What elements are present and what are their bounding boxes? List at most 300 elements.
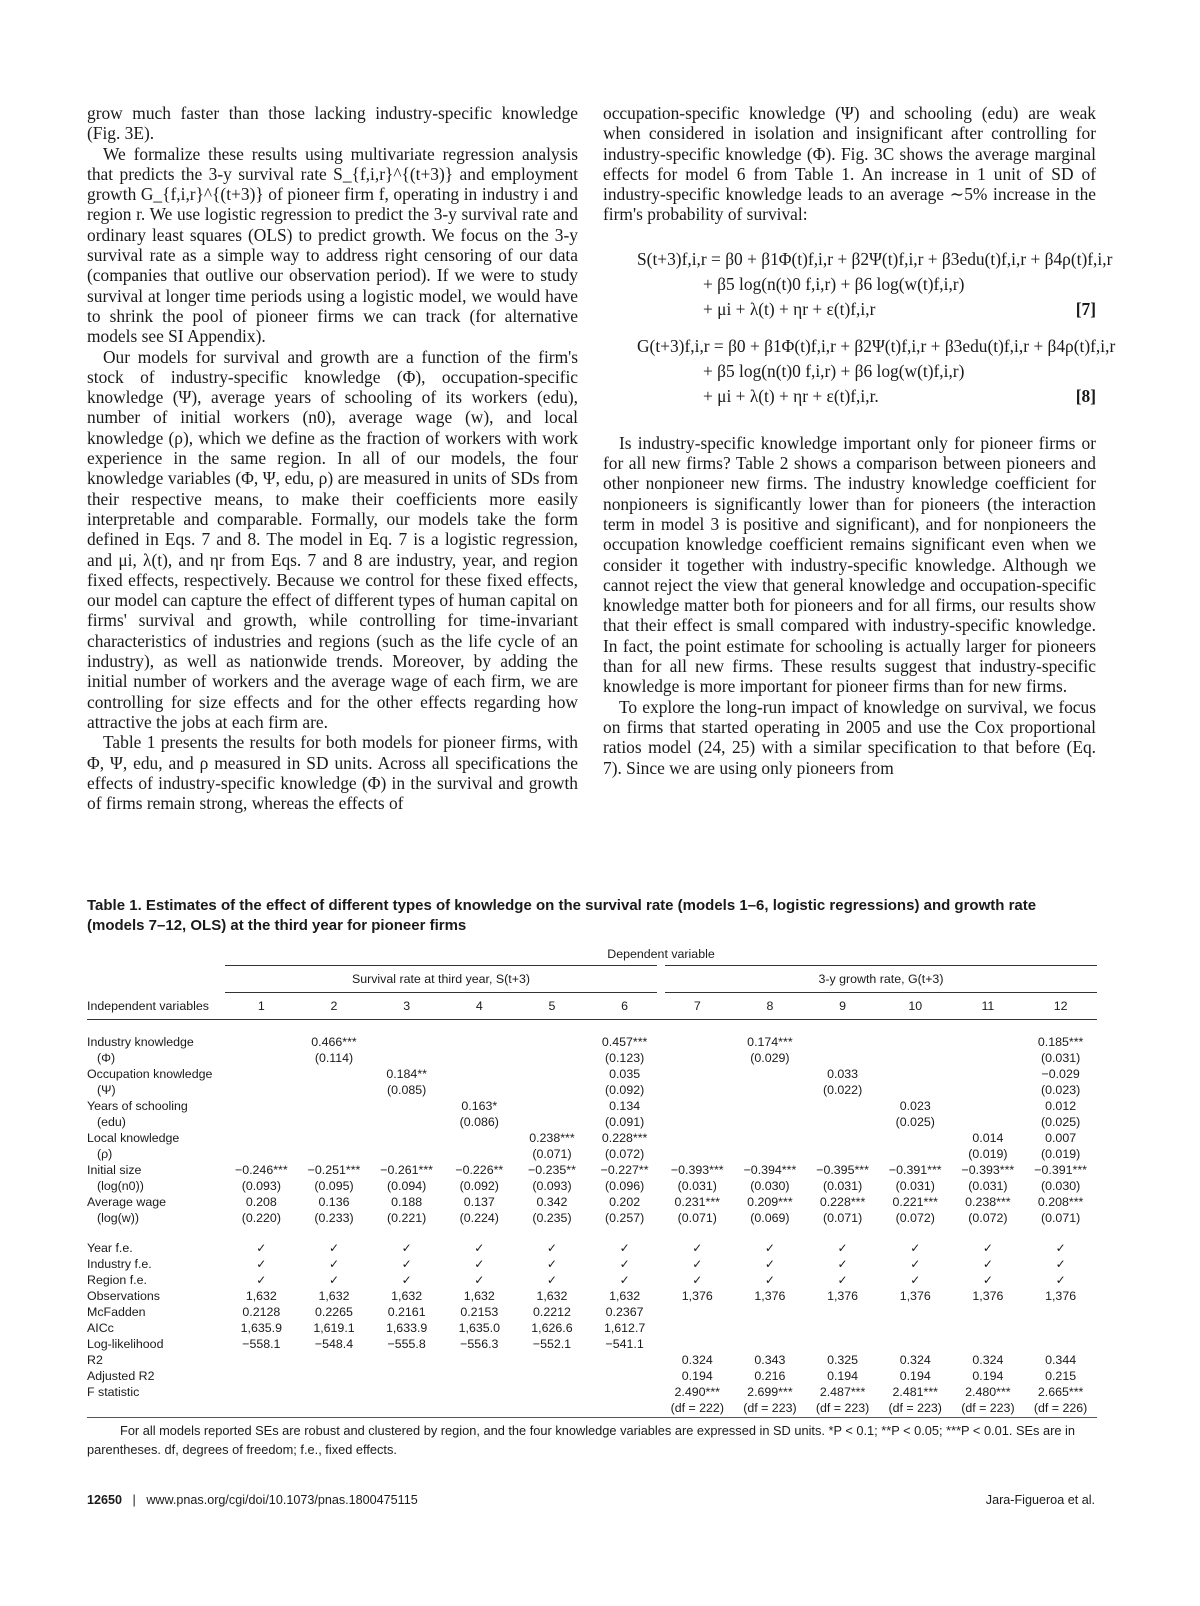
table-cell: 0.023 — [899, 1099, 931, 1113]
table-cell — [516, 1098, 589, 1114]
checkmark-icon: ✓ — [764, 1241, 775, 1255]
table-cell: (0.086) — [459, 1115, 499, 1129]
table-cell — [588, 1368, 661, 1384]
table-cell — [443, 1034, 516, 1050]
table-cell — [806, 1098, 879, 1114]
table-row — [87, 1336, 1097, 1352]
table-cell: 0.228*** — [601, 1131, 648, 1145]
table-cell: (0.092) — [459, 1179, 499, 1193]
checkmark-icon: ✓ — [692, 1241, 703, 1255]
table-cell: (0.094) — [387, 1179, 427, 1193]
table-cell: (0.114) — [314, 1051, 354, 1065]
row-label: (Ψ) — [97, 1083, 116, 1097]
table-cell: 0.033 — [827, 1067, 859, 1081]
table-cell: 0.194 — [827, 1369, 859, 1383]
table-cell — [225, 1114, 298, 1130]
checkmark-icon: ✓ — [619, 1241, 630, 1255]
table-cell: (0.092) — [604, 1083, 645, 1097]
table-cell — [225, 1400, 298, 1416]
table-row — [87, 1194, 1097, 1210]
table-cell — [879, 1320, 952, 1336]
table-cell — [298, 1066, 371, 1082]
table-cell: (0.071) — [677, 1211, 717, 1225]
table-cell: (df = 226) — [1033, 1401, 1088, 1415]
table-row — [87, 1304, 1097, 1320]
table-cell — [588, 1400, 661, 1416]
table-row — [87, 1098, 1097, 1114]
row-label: Observations — [87, 1289, 161, 1303]
table-row — [87, 1256, 1097, 1272]
table-cell: 0.324 — [972, 1353, 1004, 1367]
table-cell: (0.224) — [459, 1211, 499, 1225]
table-cell — [443, 1400, 516, 1416]
table-cell — [806, 1130, 879, 1146]
page-footer-left — [87, 1493, 418, 1507]
paragraph-text: We formalize these results using multivariate regression analysis that predicts the 3-y survival rate S_{f,i,r}^{(t+3)} and employment growth G_{f,i,r}^{(t+3)} of pioneer firm f, operating in industry i and region r. We use logistic regression to predict the 3-y survival rate and ordinary least squares (OLS) to predict growth. We focus on the 3-y survival rate as a simple way to address right censoring of our data (companies that outlive our observation period). If we were to study survival at longer time periods using a logistic model, we would have to shrink the pool of pioneer firms we can track (for alternative models see SI Appendix). — [87, 143, 583, 347]
table-cell — [734, 1336, 807, 1352]
row-label: (log(w)) — [97, 1211, 139, 1225]
table-cell: 1,635.9 — [240, 1321, 282, 1335]
checkmark-icon: ✓ — [474, 1241, 485, 1255]
table-cell — [806, 1050, 879, 1066]
table-cell — [298, 1130, 371, 1146]
table-cell — [516, 1352, 589, 1368]
table-cell — [588, 1384, 661, 1400]
survival-group-header: Survival rate at third year, S(t+3) — [225, 966, 661, 993]
table-cell — [443, 1352, 516, 1368]
table-cell: (0.031) — [822, 1179, 863, 1193]
table-cell: (0.220) — [241, 1211, 281, 1225]
table-cell — [370, 1098, 443, 1114]
paragraph — [603, 432, 1101, 697]
table-cell — [225, 1368, 298, 1384]
table-cell: 1,632 — [245, 1289, 277, 1303]
table-cell — [661, 1320, 734, 1336]
table-cell — [952, 1336, 1025, 1352]
table-cell: 0.202 — [609, 1195, 641, 1209]
table-cell — [370, 1114, 443, 1130]
table-cell: 1,376 — [899, 1289, 931, 1303]
model-number-header: 7 — [661, 993, 734, 1020]
table-cell — [516, 1368, 589, 1384]
right-column — [603, 103, 1116, 778]
paragraph — [87, 143, 583, 347]
row-label: AICc — [87, 1321, 114, 1335]
checkmark-icon: ✓ — [619, 1273, 630, 1287]
table-cell: (0.096) — [604, 1179, 645, 1193]
table-cell — [952, 1098, 1025, 1114]
table-cell — [806, 1114, 879, 1130]
table-cell: (0.221) — [387, 1211, 427, 1225]
table-cell: (0.085) — [387, 1083, 427, 1097]
row-label: Industry knowledge — [87, 1035, 194, 1049]
table-cell — [370, 1400, 443, 1416]
paragraph-text: To explore the long-run impact of knowledge on survival, we focus on firms that started operating in 2005 and use the Cox proportional ratios model (24, 25) with a similar specification to that before (Eq. 7). Since we are using only pioneers from — [603, 696, 1101, 778]
page-number: 12650 — [87, 1493, 123, 1507]
checkmark-icon: ✓ — [982, 1257, 993, 1271]
table-cell: (0.071) — [532, 1147, 572, 1161]
table-cell — [952, 1034, 1025, 1050]
table-row — [87, 1210, 1097, 1226]
table-cell — [879, 1304, 952, 1320]
table-cell: 2.487*** — [819, 1385, 866, 1399]
checkmark-icon: ✓ — [692, 1257, 703, 1271]
table-cell: (0.019) — [1040, 1147, 1081, 1161]
paragraph-text: Is industry-specific knowledge important only for pioneer firms or for all new firms? Table 2 shows a comparison between pioneers and other nonpioneer new firms. The industry knowledge coefficient for nonpioneers is significantly lower than for pioneers (the interaction term in model 3 is positive and significant), and for nonpioneers the occupation knowledge coefficient remains significant even when we consider it together with industry-specific knowledge. Although we cannot reject the view that general knowledge and occupation-specific knowledge matter both for pioneers and for all firms, our results show that their effect is small compared with industry-specific knowledge. In fact, the point estimate for schooling is actually larger for pioneers than for all new firms. These results suggest that industry-specific knowledge is more important for pioneer firms than for new firms. — [603, 432, 1101, 697]
row-label: Local knowledge — [87, 1131, 180, 1145]
table-cell: −0.226** — [455, 1163, 504, 1177]
equation-line: + β5 log(n(t)0 f,i,r) + β6 log(w(t)f,i,r) — [703, 360, 965, 381]
table-cell: 0.215 — [1045, 1369, 1077, 1383]
table-cell — [1024, 1336, 1097, 1352]
table-cell — [661, 1050, 734, 1066]
table-cell: −0.393*** — [961, 1163, 1015, 1177]
independent-variables-header: Independent variables — [87, 993, 225, 1020]
table-cell: 0.208 — [245, 1195, 277, 1209]
table-cell: (0.030) — [1040, 1179, 1081, 1193]
table-cell — [1024, 1320, 1097, 1336]
doi-link[interactable]: www.pnas.org/cgi/doi/10.1073/pnas.1800475115 — [146, 1493, 418, 1507]
paragraph — [87, 103, 583, 144]
table-cell — [370, 1384, 443, 1400]
table-cell: 0.238*** — [529, 1131, 575, 1145]
checkmark-icon: ✓ — [910, 1257, 921, 1271]
table-cell: 0.343 — [754, 1353, 786, 1367]
checkmark-icon: ✓ — [401, 1241, 412, 1255]
table-cell: 0.163* — [461, 1099, 498, 1113]
table-cell: (df = 222) — [670, 1401, 724, 1415]
checkmark-icon: ✓ — [328, 1241, 340, 1255]
table-cell: (0.071) — [1040, 1211, 1081, 1225]
table-cell: −0.261*** — [380, 1163, 433, 1177]
table-cell — [806, 1336, 879, 1352]
table-cell: −0.391*** — [1034, 1163, 1087, 1177]
checkmark-icon: ✓ — [1055, 1273, 1066, 1287]
paragraph — [87, 346, 583, 733]
row-label: Average wage — [87, 1195, 166, 1209]
model-number-header: 12 — [1024, 993, 1097, 1020]
table-row — [87, 1320, 1097, 1336]
table-cell — [443, 1130, 516, 1146]
paragraph — [603, 696, 1101, 778]
table-cell: 0.344 — [1045, 1353, 1077, 1367]
table-cell — [443, 1368, 516, 1384]
table-cell: 1,376 — [827, 1289, 859, 1303]
table-cell: (df = 223) — [888, 1401, 942, 1415]
table-cell: (0.257) — [604, 1211, 645, 1225]
table-cell: 0.2128 — [242, 1305, 281, 1319]
table-row — [87, 1368, 1097, 1384]
table-cell: (0.031) — [677, 1179, 717, 1193]
table-cell: 1,635.0 — [458, 1321, 500, 1335]
paragraph-text: Our models for survival and growth are a function of the firm's stock of industry-specific knowledge (Φ), occupation-specific knowledge (Ψ), average years of schooling of its workers (edu), number of initial workers (n0), average wage (w), and local knowledge (ρ), which we define as the fraction of workers with work experience in the same region. In all of our models, the four knowledge variables (Φ, Ψ, edu, ρ) are measured in units of SDs from their respective means, to make their coefficients more easily interpretable and comparable. Formally, our models take the form defined in Eqs. 7 and 8. The model in Eq. 7 is a logistic regression, and μi, λ(t), and ηr from Eqs. 7 and 8 are industry, year, and region fixed effects, respectively. Because we control for these fixed effects, our model can capture the effect of different types of human capital on firms' survival and growth, while controlling for time-invariant characteristics of industries and regions (such as the life cycle of an industry), as well as nationwide trends. Moreover, by adding the initial number of workers and the average wage of each firm, we are controlling for size effects and for the other effects regarding how attractive the jobs at each firm are. — [87, 346, 583, 732]
table-cell: 0.2161 — [387, 1305, 426, 1319]
table-cell: (0.235) — [532, 1211, 572, 1225]
table-cell: 2.480*** — [965, 1385, 1011, 1399]
table-cell: −555.8 — [387, 1337, 426, 1351]
table-cell: (0.095) — [314, 1179, 354, 1193]
equation-number: [7] — [1075, 298, 1096, 319]
table-cell — [806, 1146, 879, 1162]
table-cell — [661, 1034, 734, 1050]
table-cell: −548.4 — [314, 1337, 354, 1351]
table-cell — [661, 1114, 734, 1130]
table-cell — [734, 1114, 807, 1130]
table-cell: 2.665*** — [1037, 1385, 1084, 1399]
table-cell: 1,632 — [609, 1289, 641, 1303]
table-cell — [516, 1066, 589, 1082]
table-1 — [87, 943, 1097, 1416]
checkmark-icon: ✓ — [692, 1273, 703, 1287]
table-cell: 0.209*** — [747, 1195, 793, 1209]
table-cell: 1,612.7 — [603, 1321, 646, 1335]
table-cell — [370, 1352, 443, 1368]
table-cell: 0.2367 — [605, 1305, 644, 1319]
table-cell: 0.185*** — [1037, 1035, 1084, 1049]
table-cell: 0.194 — [972, 1369, 1004, 1383]
table-cell — [734, 1082, 807, 1098]
model-number-header: 5 — [516, 993, 589, 1020]
checkmark-icon: ✓ — [837, 1241, 848, 1255]
row-label: R2 — [87, 1353, 103, 1367]
table-cell — [661, 1066, 734, 1082]
table-row — [87, 1272, 1097, 1288]
table-row — [87, 1066, 1097, 1082]
table-cell — [879, 1146, 952, 1162]
table-cell — [225, 1352, 298, 1368]
table-cell — [661, 1304, 734, 1320]
table-cell — [298, 1400, 371, 1416]
row-label: F statistic — [87, 1385, 140, 1399]
table-cell — [225, 1130, 298, 1146]
checkmark-icon: ✓ — [256, 1257, 267, 1271]
table-cell — [952, 1320, 1025, 1336]
table-cell: 1,632 — [536, 1289, 568, 1303]
paragraph-text: grow much faster than those lacking industry-specific knowledge (Fig. 3E). — [87, 103, 583, 144]
table-cell — [516, 1050, 589, 1066]
model-number-header: 6 — [588, 993, 661, 1020]
table-cell — [443, 1384, 516, 1400]
table-cell: 1,632 — [463, 1289, 495, 1303]
equation-line: G(t+3)f,i,r = β0 + β1Φ(t)f,i,r + β2Ψ(t)f,i,r + β3edu(t)f,i,r + β4ρ(t)f,i,r — [637, 335, 1116, 356]
table-cell — [734, 1304, 807, 1320]
table-cell: −0.395*** — [816, 1163, 869, 1177]
table-cell: −541.1 — [605, 1337, 644, 1351]
table-cell: −0.246*** — [234, 1163, 288, 1177]
checkmark-icon: ✓ — [401, 1257, 412, 1271]
table-cell: 0.012 — [1045, 1099, 1077, 1113]
row-label: (log(n0)) — [97, 1179, 144, 1193]
checkmark-icon: ✓ — [401, 1273, 412, 1287]
checkmark-icon: ✓ — [256, 1241, 267, 1255]
table-cell — [298, 1384, 371, 1400]
table-cell — [806, 1304, 879, 1320]
table-cell: −0.227** — [600, 1163, 649, 1177]
table-cell: 0.134 — [609, 1099, 641, 1113]
table-cell — [516, 1082, 589, 1098]
table-cell: 0.238*** — [965, 1195, 1011, 1209]
checkmark-icon: ✓ — [619, 1257, 630, 1271]
equation-line: + μi + λ(t) + ηr + ε(t)f,i,r — [703, 298, 876, 319]
checkmark-icon: ✓ — [474, 1257, 485, 1271]
table-cell: (0.093) — [241, 1179, 281, 1193]
table-note: For all models reported SEs are robust and clustered by region, and the four knowledge variables are expressed in SD units. *P < 0.1; **P < 0.05; ***P < 0.01. SEs are in parentheses. df, degrees of freedom; f.e., fixed effects. — [87, 1423, 1075, 1457]
table-cell: (0.071) — [822, 1211, 863, 1225]
table-cell — [516, 1114, 589, 1130]
table-cell: 0.216 — [754, 1369, 786, 1383]
table-cell: 1,376 — [972, 1289, 1004, 1303]
table-cell — [879, 1050, 952, 1066]
table-cell: 0.457*** — [601, 1035, 648, 1049]
checkmark-icon: ✓ — [328, 1257, 340, 1271]
table-cell: (0.019) — [968, 1147, 1008, 1161]
model-number-header: 11 — [952, 993, 1025, 1020]
table-cell — [734, 1146, 807, 1162]
table-row — [87, 1240, 1097, 1256]
checkmark-icon: ✓ — [1055, 1257, 1066, 1271]
table-cell: 1,633.9 — [385, 1321, 428, 1335]
table-cell: 0.342 — [536, 1195, 568, 1209]
table-cell: 0.466*** — [311, 1035, 357, 1049]
table-cell — [661, 1336, 734, 1352]
table-cell: (0.029) — [750, 1051, 790, 1065]
table-cell: 2.481*** — [892, 1385, 938, 1399]
footer-separator: | — [132, 1493, 136, 1507]
table-cell — [661, 1082, 734, 1098]
table-cell — [370, 1146, 443, 1162]
table-cell: −0.235** — [528, 1163, 576, 1177]
model-number-header: 8 — [734, 993, 807, 1020]
table-cell: 1,632 — [318, 1289, 350, 1303]
table-cell: 0.136 — [318, 1195, 350, 1209]
table-cell — [516, 1034, 589, 1050]
left-column — [87, 103, 583, 814]
checkmark-icon: ✓ — [910, 1241, 921, 1255]
model-number-header: 1 — [225, 993, 298, 1020]
table-cell: −558.1 — [242, 1337, 281, 1351]
table-caption: Table 1. Estimates of the effect of different types of knowledge on the survival rate (models 1–6, logistic regressions) and growth rate (models 7–12, OLS) at the third year for pioneer firms — [87, 897, 1037, 934]
table-bottom-rule — [87, 1417, 1097, 1418]
checkmark-icon: ✓ — [982, 1241, 993, 1255]
table-cell: 2.699*** — [747, 1385, 793, 1399]
table-cell: 0.137 — [463, 1195, 495, 1209]
table-cell — [734, 1130, 807, 1146]
row-label: (edu) — [97, 1115, 126, 1129]
table-cell — [298, 1098, 371, 1114]
row-label: Log-likelihood — [87, 1337, 164, 1351]
table-cell — [734, 1320, 807, 1336]
row-label: McFadden — [87, 1305, 146, 1319]
table-cell — [298, 1146, 371, 1162]
checkmark-icon: ✓ — [837, 1273, 848, 1287]
table-cell — [443, 1050, 516, 1066]
table-cell: −556.3 — [460, 1337, 499, 1351]
table-cell: 0.231*** — [674, 1195, 720, 1209]
table-cell: 1,376 — [681, 1289, 713, 1303]
checkmark-icon: ✓ — [982, 1273, 993, 1287]
table-cell — [879, 1082, 952, 1098]
table-cell — [370, 1130, 443, 1146]
table-cell — [225, 1082, 298, 1098]
equation-line: + β5 log(n(t)0 f,i,r) + β6 log(w(t)f,i,r) — [703, 273, 965, 294]
table-cell: (0.031) — [895, 1179, 935, 1193]
footer-authors: Jara-Figueroa et al. — [985, 1493, 1095, 1507]
paragraph — [87, 732, 583, 814]
dependent-variable-header: Dependent variable — [225, 943, 1097, 966]
table-row — [87, 1162, 1097, 1178]
table-cell: (0.069) — [750, 1211, 790, 1225]
table-cell — [661, 1130, 734, 1146]
table-cell: 2.490*** — [674, 1385, 720, 1399]
table-cell — [879, 1066, 952, 1082]
equation-line: S(t+3)f,i,r = β0 + β1Φ(t)f,i,r + β2Ψ(t)f,i,r + β3edu(t)f,i,r + β4ρ(t)f,i,r — [637, 248, 1113, 269]
table-cell — [879, 1130, 952, 1146]
table-cell: 0.007 — [1045, 1131, 1077, 1145]
table-cell — [588, 1352, 661, 1368]
table-cell — [1024, 1304, 1097, 1320]
paragraph-text: occupation-specific knowledge (Ψ) and schooling (edu) are weak when considered in isolation and insignificant after controlling for industry-specific knowledge (Φ). Fig. 3C shows the average marginal effects for model 6 from Table 1. An increase in 1 unit of SD of industry-specific knowledge leads to an average ∼5% increase in the firm's probability of survival: — [603, 103, 1101, 225]
table-row — [87, 1114, 1097, 1130]
table-row — [87, 1130, 1097, 1146]
equation-line: + μi + λ(t) + ηr + ε(t)f,i,r. — [703, 385, 879, 406]
equation-7 — [603, 247, 1116, 409]
table-cell: (0.072) — [895, 1211, 935, 1225]
table-cell — [443, 1066, 516, 1082]
checkmark-icon: ✓ — [1055, 1241, 1066, 1255]
table-cell — [516, 1400, 589, 1416]
table-cell: 0.194 — [899, 1369, 931, 1383]
table-cell — [952, 1114, 1025, 1130]
table-cell: 0.035 — [609, 1067, 641, 1081]
table-cell: 1,632 — [391, 1289, 423, 1303]
row-label: Industry f.e. — [87, 1257, 152, 1271]
table-row — [87, 1034, 1097, 1050]
model-number-header: 9 — [806, 993, 879, 1020]
table-cell — [879, 1034, 952, 1050]
table-cell — [952, 1304, 1025, 1320]
table-row — [87, 1146, 1097, 1162]
table-cell — [734, 1098, 807, 1114]
table-cell: −0.394*** — [743, 1163, 797, 1177]
table-cell — [370, 1034, 443, 1050]
table-cell: 0.194 — [681, 1369, 713, 1383]
table-cell: 0.2153 — [460, 1305, 499, 1319]
table-cell: 0.228*** — [819, 1195, 866, 1209]
table-cell — [298, 1352, 371, 1368]
table-cell — [806, 1320, 879, 1336]
model-number-header: 4 — [443, 993, 516, 1020]
table-cell: (df = 223) — [961, 1401, 1015, 1415]
table-cell: (0.025) — [895, 1115, 935, 1129]
table-cell — [806, 1034, 879, 1050]
table-cell — [225, 1050, 298, 1066]
row-label: Initial size — [87, 1163, 142, 1177]
table-cell — [443, 1082, 516, 1098]
model-number-header: 10 — [879, 993, 952, 1020]
row-label: Years of schooling — [87, 1099, 188, 1113]
table-cell: 0.325 — [827, 1353, 859, 1367]
table-cell — [225, 1146, 298, 1162]
table-row — [87, 1400, 1097, 1416]
table-cell: −0.391*** — [888, 1163, 942, 1177]
table-cell: 0.324 — [681, 1353, 713, 1367]
table-row — [87, 1050, 1097, 1066]
table-cell: (0.022) — [822, 1083, 863, 1097]
table-cell — [225, 1066, 298, 1082]
checkmark-icon: ✓ — [910, 1273, 921, 1287]
table-cell — [225, 1098, 298, 1114]
table-cell: −552.1 — [532, 1337, 572, 1351]
